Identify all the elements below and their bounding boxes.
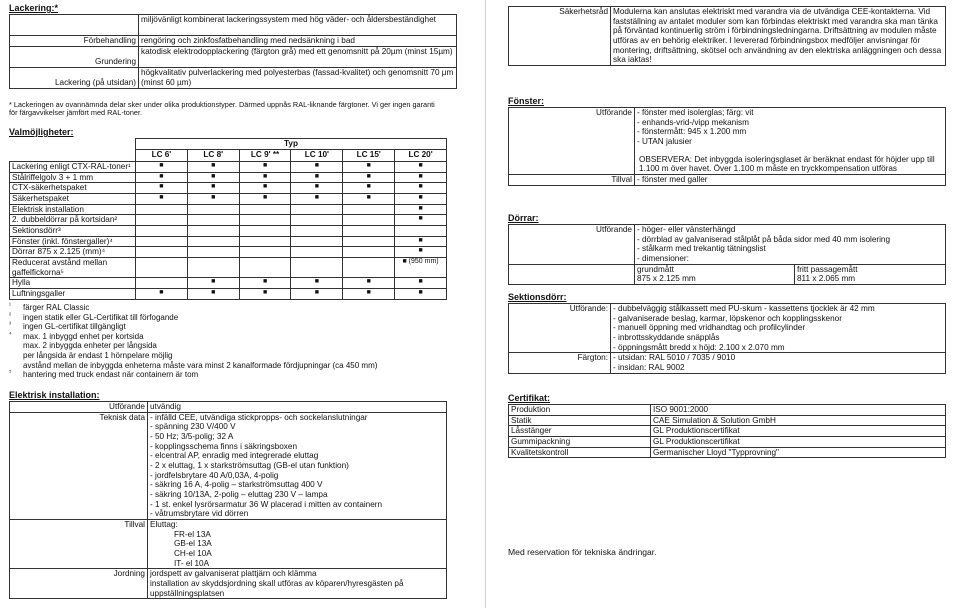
- option-cell: ■: [136, 289, 188, 300]
- option-cell: ■: [291, 183, 343, 194]
- eluttag-item: IT- el 10A: [174, 558, 210, 568]
- option-label: Fönster (inkl. fönstergaller)⁴: [10, 236, 136, 247]
- jordning-line: installation av skyddsjordning skall utföras av köparen/hyresgästen på uppställningsplatsen: [150, 579, 404, 598]
- table-row: [509, 447, 946, 458]
- eluttag-list: [150, 530, 444, 569]
- column-header: LC 9' **: [239, 150, 291, 162]
- lackering-label: Grundering: [10, 47, 139, 68]
- option-cell: [343, 226, 395, 237]
- option-cell: ■: [239, 172, 291, 183]
- footnote-text: ingen GL-certifikat tillgängligt: [23, 322, 126, 332]
- option-cell: ■: [136, 183, 188, 194]
- fonster-lines: [637, 108, 943, 147]
- footnote-text: färger RAL Classic: [23, 303, 90, 312]
- footnote-number: ⁵: [9, 370, 12, 377]
- eluttag-item: FR-el 13A: [174, 529, 211, 539]
- footnote-number: ⁴: [9, 331, 12, 338]
- cert-value: GL Produktionscertifikat: [651, 426, 946, 437]
- option-cell: ■: [395, 236, 447, 247]
- option-cell: ■: [187, 194, 239, 205]
- table-row: [10, 247, 447, 258]
- fonster-table: [508, 107, 946, 186]
- footnote-text: avstånd mellan de inbyggda enheterna måste vara minst 2 kanalformade fördjupningar (ca 450 mm): [23, 360, 378, 370]
- lackering-text: katodisk elektrodopplackering (färgton grå) med ett genomsnitt på 20µm (minst 15µm): [139, 47, 457, 68]
- option-cell: [187, 236, 239, 247]
- option-cell: ■: [343, 289, 395, 300]
- option-label: 2. dubbeldörrar på kortsidan²: [10, 215, 136, 226]
- footnote: [9, 322, 479, 332]
- option-cell: ■: [395, 183, 447, 194]
- sektion-line: - öppningsmått bredd x höjd: 2.100 x 2.070 mm: [613, 342, 785, 352]
- option-cell: [343, 258, 395, 278]
- footnote-number: ¹: [9, 303, 11, 309]
- option-label: Säkerhetspaket: [10, 194, 136, 205]
- footnote: [9, 361, 479, 371]
- option-cell: [239, 204, 291, 215]
- option-cell: [136, 215, 188, 226]
- option-cell: [343, 236, 395, 247]
- option-label: Reducerat avstånd mellan gaffelfickorna⁵: [10, 258, 136, 278]
- option-cell: ■: [395, 247, 447, 258]
- table-row: [10, 258, 447, 278]
- table-row: [509, 405, 946, 416]
- option-cell: ■: [291, 172, 343, 183]
- option-cell: ■: [395, 289, 447, 300]
- option-cell: [239, 247, 291, 258]
- sektion-table: [508, 303, 946, 374]
- footnote-text: hantering med truck endast när containern är tom: [23, 370, 199, 380]
- sektion-line: - inbrottsskyddande snäpplås: [613, 333, 720, 343]
- lackering-text: miljövänligt kombinerat lackeringssystem med hög väder- och åldersbeständighet: [139, 15, 457, 36]
- cert-label: Kvalitetskontroll: [509, 447, 651, 458]
- options-rows: [10, 162, 447, 300]
- option-cell: ■: [395, 278, 447, 289]
- option-cell: ■: [291, 278, 343, 289]
- option-cell: [136, 278, 188, 289]
- table-row: [10, 215, 447, 226]
- option-cell: ■: [395, 215, 447, 226]
- page-separator: [485, 0, 486, 608]
- dorrar-line: - stålkarm med trekantig tätningslist: [637, 244, 766, 254]
- utforande-value: utvändig: [148, 402, 447, 413]
- option-cell: ■: [343, 172, 395, 183]
- fonster-observera: OBSERVERA: Det inbyggda isoleringsglaset är beräknat endast för höjder upp till 1.100 m över havet. Över 1.100 m måste en tryckkompensation utföras: [639, 154, 935, 174]
- fonster-tillval-label: Tillval: [509, 175, 635, 186]
- teknisk-line: - infälld CEE, utvändiga stickpropps- och sockelanslutningar: [150, 412, 368, 422]
- option-cell: [343, 247, 395, 258]
- table-row: [10, 194, 447, 205]
- cert-label: Gummipackning: [509, 437, 651, 448]
- footnotes: [9, 303, 479, 381]
- sektion-line: - galvaniserade beslag, karmar, löpskenor och kopplingsskenor: [613, 313, 842, 323]
- certifikat-rows: [509, 405, 946, 458]
- option-cell: ■: [395, 172, 447, 183]
- option-cell: ■: [187, 289, 239, 300]
- fargton-lines: [611, 353, 946, 373]
- table-row: [10, 204, 447, 215]
- elektrisk-table: [9, 401, 447, 599]
- lackering-note: * Lackeringen av ovannämnda delar sker under olika produktionstyper. Därmed uppnås RAL-liknande färgtoner. Vi ger ingen garanti för färgavvikelser jämfört med RAL-toner.: [9, 100, 435, 118]
- option-cell: ■: [239, 183, 291, 194]
- option-cell: [239, 215, 291, 226]
- option-cell: ■: [239, 162, 291, 173]
- table-row: [509, 426, 946, 437]
- option-cell: [291, 215, 343, 226]
- table-row: [10, 226, 447, 237]
- dorrar-utforande-label: Utförande: [509, 225, 635, 265]
- cert-label: Statik: [509, 415, 651, 426]
- sektion-line: - dubbelväggig stålkassett med PU-skum - kassettens tjocklek är 42 mm: [613, 304, 875, 313]
- option-cell: [239, 258, 291, 278]
- option-cell: ■: [239, 278, 291, 289]
- options-table: [9, 138, 447, 300]
- option-cell: [343, 204, 395, 215]
- dorrar-line: - dimensioner:: [637, 254, 689, 264]
- teknisk-line: - 1 st. enkel lysrörsarmatur 36 W placerad i mitten av containern: [150, 499, 383, 509]
- table-row: [509, 437, 946, 448]
- lackering-text: högkvalitativ pulverlackering med polyesterbas (fassad-kvalitet) och genomsnitt 70 µm (minst 60 µm): [139, 68, 457, 89]
- dorrar-lines: [635, 225, 946, 265]
- sakerhet-text: Modulerna kan anslutas elektriskt med varandra via de utvändiga CEE-kontakterna. Vid fastställning av antalet moduler som kan förbindas elektriskt med varandra ska man tänka på förväntad kontinuerlig ström i förbindningsledningarna. Driftsättning av modulen måste utföras av en behörig elektriker. I levererad förbindningsbox medföljer anvisningar för montering, driftsättning, skötsel och användning av den elektriska anläggningen och dessa ska iaktas!: [611, 7, 946, 66]
- fargton-line: - utsidan: RAL 5010 / 7035 / 9010: [613, 353, 736, 363]
- table-row: [10, 183, 447, 194]
- footnote-number: ²: [9, 312, 11, 319]
- option-label: Dörrar 875 x 2.125 (mm)⁴: [10, 247, 136, 258]
- fonster-tillval-value: - fönster med galler: [635, 175, 946, 186]
- certifikat-title: Certifikat:: [508, 393, 551, 403]
- lackering-label: [10, 15, 139, 36]
- option-cell: ■: [187, 162, 239, 173]
- fonster-line: - UTAN jalusier: [637, 137, 692, 147]
- fritt-cell: [795, 264, 946, 284]
- option-cell: [136, 258, 188, 278]
- certifikat-table: [508, 404, 946, 458]
- sakerhet-table: [508, 6, 946, 66]
- option-cell: ■: [291, 289, 343, 300]
- eluttag-item: CH-el 10A: [174, 549, 212, 559]
- sektion-lines: [611, 304, 946, 353]
- footnote-text: max. 2 inbyggda enheter per långsida: [23, 341, 157, 351]
- option-cell: [291, 236, 343, 247]
- option-cell: ■: [343, 194, 395, 205]
- table-row: [10, 162, 447, 173]
- option-label: Sektionsdörr³: [10, 226, 136, 237]
- teknisk-line: - våtrumsbrytare vid dörren: [150, 509, 249, 519]
- column-header: LC 10': [291, 150, 343, 162]
- fritt-value: 811 x 2.065 mm: [797, 274, 856, 284]
- option-label: Hylla: [10, 278, 136, 289]
- lackering-text: rengöring och zinkfosfatbehandling med nedsänkning i bad: [139, 36, 457, 47]
- option-cell: ■: [395, 162, 447, 173]
- option-cell: [395, 226, 447, 237]
- option-cell: ■: [239, 194, 291, 205]
- elektrisk-title: Elektrisk installation:: [9, 390, 100, 400]
- footnote: [9, 351, 479, 361]
- teknisk-label: Teknisk data: [10, 412, 148, 519]
- fonster-utforande-cell: [635, 108, 946, 175]
- option-cell: ■: [187, 278, 239, 289]
- option-cell: ■: [187, 183, 239, 194]
- teknisk-data: [148, 412, 447, 519]
- option-cell: [239, 226, 291, 237]
- footnote: [9, 313, 479, 323]
- sektion-title: Sektionsdörr:: [508, 292, 567, 302]
- option-cell: [291, 258, 343, 278]
- option-cell: [136, 226, 188, 237]
- teknisk-line: - jordfelsbrytare 40 A/0,03A, 4-polig: [150, 470, 279, 480]
- lackering-table: [9, 14, 457, 89]
- eluttag-heading: Eluttag:: [150, 520, 178, 530]
- dorrar-line: - höger- eller vänsterhängd: [637, 225, 736, 234]
- cert-value: Germanischer Lloyd "Typprovning": [651, 447, 946, 458]
- option-cell: [187, 247, 239, 258]
- fargton-label: Färgton:: [509, 353, 611, 373]
- fargton-line: - insidan: RAL 9002: [613, 363, 685, 373]
- dorrar-table: [508, 224, 946, 285]
- option-cell: [239, 236, 291, 247]
- option-cell: ■: [343, 162, 395, 173]
- option-cell: ■: [136, 162, 188, 173]
- fonster-utforande-label: Utförande: [509, 108, 635, 175]
- dorrar-title: Dörrar:: [508, 213, 539, 223]
- sakerhet-label: Säkerhetsråd: [509, 7, 611, 66]
- footnote: [9, 341, 479, 351]
- option-label: CTX-säkerhetspaket: [10, 183, 136, 194]
- footnote-text: ingen statik eller GL-Certifikat till förfogande: [23, 312, 179, 322]
- sektion-utforande-label: Utförande:: [509, 304, 611, 353]
- eluttag-item: GB-el 13A: [174, 539, 212, 549]
- teknisk-line: - kopplingsschema finns i säkringsboxen: [150, 441, 297, 451]
- option-cell: [187, 204, 239, 215]
- column-header: LC 6': [136, 150, 188, 162]
- option-cell: [187, 215, 239, 226]
- option-cell: ■: [291, 162, 343, 173]
- teknisk-line: - 2 x eluttag, 1 x starkströmsuttag (GB-el utan funktion): [150, 461, 349, 471]
- sektion-line: - manuell öppning med vridhandtag och profilcylinder: [613, 323, 806, 333]
- jordning-label: Jordning: [10, 569, 148, 599]
- option-cell: [187, 226, 239, 237]
- table-row: [509, 415, 946, 426]
- column-header: LC 20': [395, 150, 447, 162]
- table-row: [10, 278, 447, 289]
- option-cell: ■: [343, 183, 395, 194]
- teknisk-line: - elcentral AP, enradig med integrerade eluttag: [150, 451, 319, 461]
- option-cell: [291, 204, 343, 215]
- fritt-label: fritt passagemått: [797, 264, 858, 274]
- table-row: [10, 236, 447, 247]
- option-cell: ■ (950 mm): [395, 258, 447, 278]
- cert-label: Produktion: [509, 405, 651, 416]
- option-cell: [291, 226, 343, 237]
- dorrar-line: - dörrblad av galvaniserad stålplåt på båda sidor med 40 mm isolering: [637, 234, 891, 244]
- cert-label: Låsstänger: [509, 426, 651, 437]
- cert-value: ISO 9001:2000: [651, 405, 946, 416]
- cert-value: GL Produktionscertifikat: [651, 437, 946, 448]
- option-cell: [136, 204, 188, 215]
- footnote: [9, 332, 479, 342]
- option-cell: [343, 215, 395, 226]
- grundmatt-label: grundmått: [637, 264, 674, 274]
- cert-value: CAE Simulation & Solution GmbH: [651, 415, 946, 426]
- option-cell: ■: [136, 172, 188, 183]
- tillval-label: Tillval: [10, 520, 148, 569]
- tillval-cell: [148, 520, 447, 569]
- teknisk-line: - säkring 16 A, 4-polig – starkströmsuttag 400 V: [150, 480, 323, 490]
- option-cell: ■: [395, 194, 447, 205]
- table-row: [10, 172, 447, 183]
- fonster-line: - fönstermått: 945 x 1.200 mm: [637, 127, 747, 137]
- lackering-title: Lackering:*: [9, 3, 59, 13]
- utforande-label: Utförande: [10, 402, 148, 413]
- option-cell: ■: [239, 289, 291, 300]
- lackering-label: Lackering (på utsidan): [10, 68, 139, 89]
- jordning-text: [148, 569, 447, 599]
- option-cell: ■: [343, 278, 395, 289]
- option-label: Elektrisk installation: [10, 204, 136, 215]
- fonster-title: Fönster:: [508, 96, 544, 106]
- options-title: Valmöjligheter:: [9, 127, 74, 137]
- option-cell: ■: [395, 204, 447, 215]
- grundmatt-value: 875 x 2.125 mm: [637, 274, 696, 284]
- typ-header: Typ: [136, 139, 447, 150]
- reservation-text: Med reservation för tekniska ändringar.: [508, 547, 657, 557]
- jordning-line: jordspett av galvaniserat plattjärn och klämma: [150, 569, 317, 579]
- teknisk-line: - säkring 10/13A, 2-polig – eluttag 230 V – lampa: [150, 490, 328, 500]
- option-cell: [187, 258, 239, 278]
- footnote: [9, 370, 479, 380]
- teknisk-line: - spänning 230 V/400 V: [150, 422, 236, 432]
- option-label: Lackering enligt CTX-RAL-toner¹: [10, 162, 136, 173]
- footnote: [9, 303, 479, 313]
- option-cell: [136, 236, 188, 247]
- option-label: Luftningsgaller: [10, 289, 136, 300]
- footnote-text: max. 1 inbyggd enhet per kortsida: [23, 331, 144, 341]
- table-row: [10, 289, 447, 300]
- option-cell: ■: [136, 194, 188, 205]
- column-header: LC 8': [187, 150, 239, 162]
- lackering-label: Förbehandling: [10, 36, 139, 47]
- option-cell: [291, 247, 343, 258]
- fonster-line: - enhands-vrid-/vipp mekanism: [637, 117, 749, 127]
- footnote-number: ³: [9, 322, 11, 329]
- teknisk-line: - 50 Hz; 3/5-polig; 32 A: [150, 432, 234, 442]
- fonster-line: - fönster med isolerglas; färg: vit: [637, 108, 754, 117]
- column-header: LC 15': [343, 150, 395, 162]
- option-label: Stålriffelgolv 3 + 1 mm: [10, 172, 136, 183]
- footnote-text: per långsida är endast 1 hörnpelare möjlig: [23, 351, 173, 360]
- grundmatt-cell: [635, 264, 795, 284]
- option-cell: ■: [187, 172, 239, 183]
- option-cell: ■: [291, 194, 343, 205]
- option-cell: [136, 247, 188, 258]
